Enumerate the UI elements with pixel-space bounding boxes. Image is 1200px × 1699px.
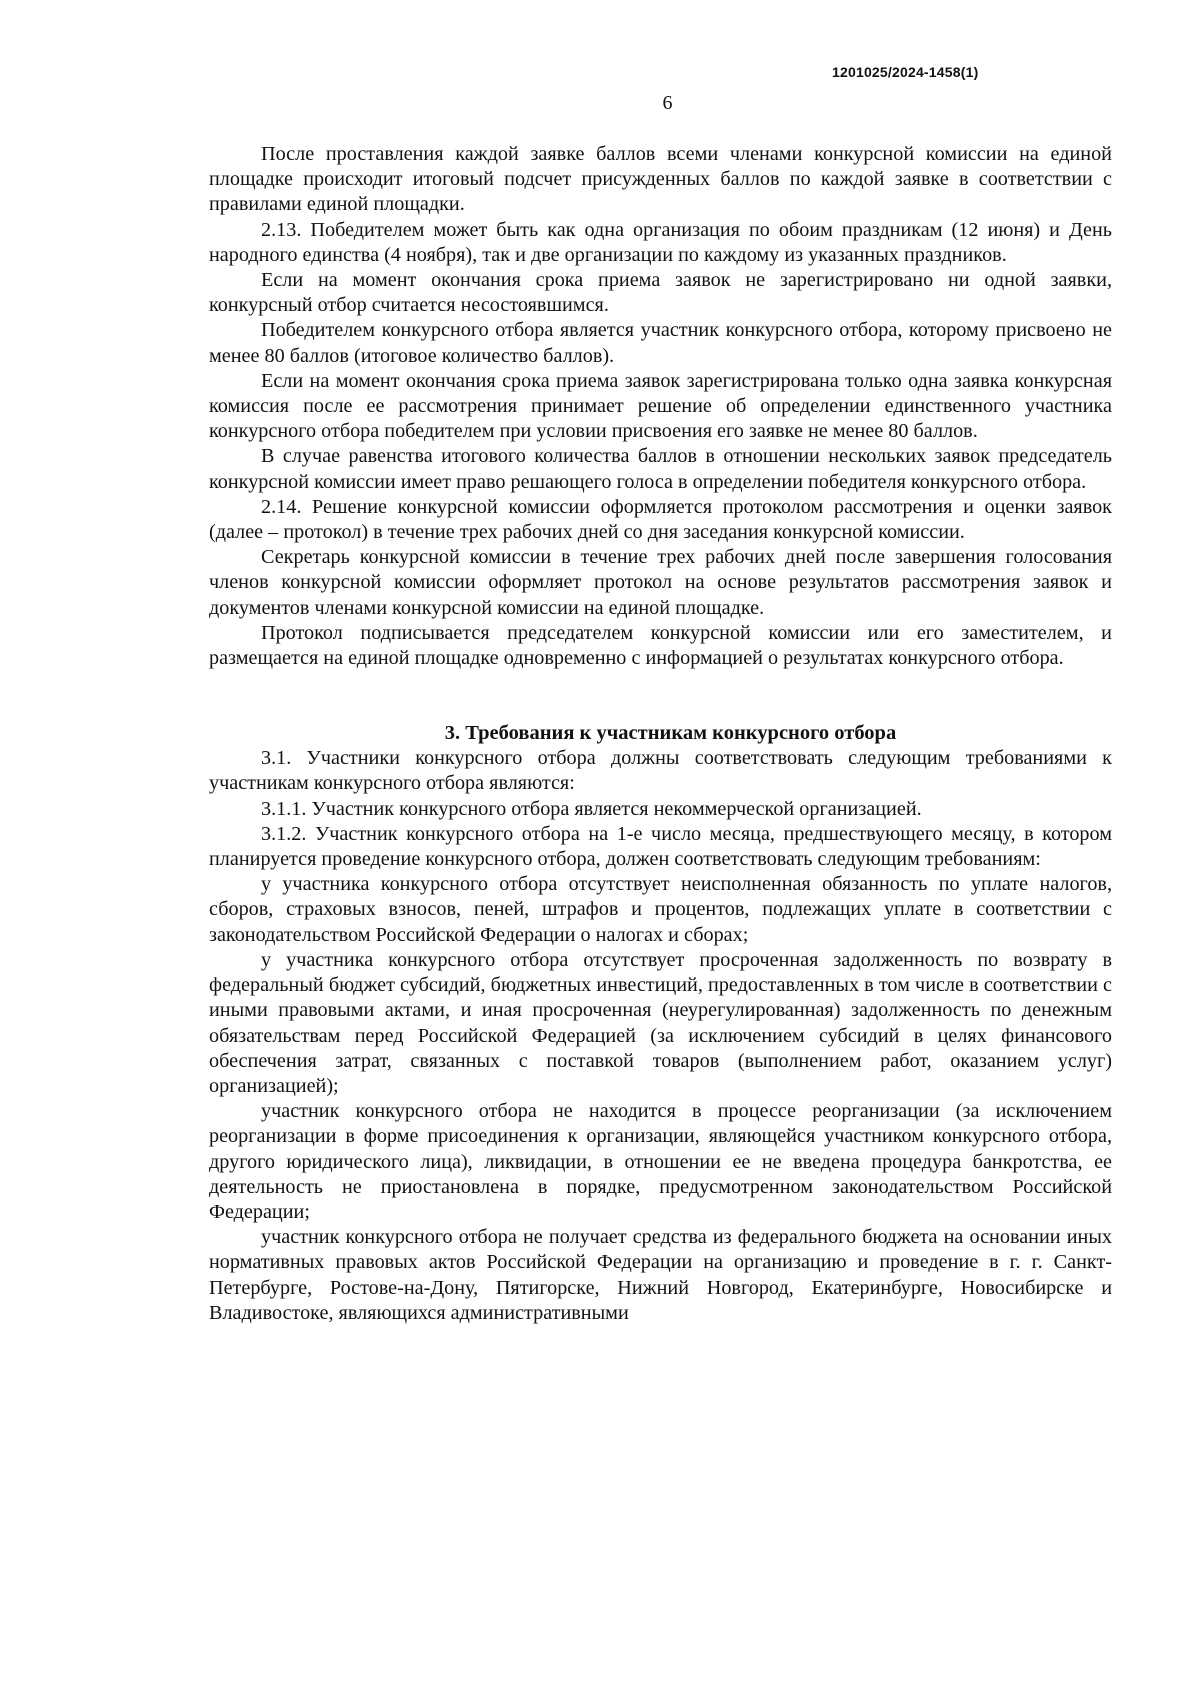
paragraph: После проставления каждой заявке баллов всеми членами конкурсной комиссии на единой площадке происходит итоговый подсчет присужденных баллов по каждой заявке в соответствии с правилами единой площадки. [209, 143, 1112, 216]
paragraph: участник конкурсного отбора не находится в процессе реорганизации (за исключением реорганизации в форме присоединения к организации, являющейся участником конкурсного отбора, другого юридического лица), ликвидации, в отношении ее не введена процедура банкротства, ее деятельность не приостановлена в порядке, предусмотренном законодательством Российской Федерации; [209, 1100, 1112, 1223]
document-id: 1201025/2024-1458(1) [832, 64, 979, 80]
page-number: 6 [662, 92, 673, 114]
document-body [209, 142, 1112, 1326]
paragraph: Секретарь конкурсной комиссии в течение трех рабочих дней после завершения голосования членов конкурсной комиссии оформляет протокол на основе результатов рассмотрения заявок и документов членами конкурсной комиссии на единой площадке. [209, 546, 1112, 619]
paragraph: Победителем конкурсного отбора является участник конкурсного отбора, которому присвоено не менее 80 баллов (итоговое количество баллов). [209, 319, 1112, 367]
paragraph: у участника конкурсного отбора отсутствует просроченная задолженность по возврату в федеральный бюджет субсидий, бюджетных инвестиций, предоставленных в том числе в соответствии с иными правовыми актами, и иная просроченная (неурегулированная) задолженность по денежным обязательствам перед Российской Федерацией (за исключением субсидий в целях финансового обеспечения затрат, связанных с поставкой товаров (выполнением работ, оказанием услуг) организацией); [209, 948, 1112, 1097]
paragraph: участник конкурсного отбора не получает средства из федерального бюджета на основании иных нормативных правовых актов Российской Федерации на организацию и проведение в г. г. Санкт-Петербурге, Ростове-на-Дону, Пятигорске, Нижний Новгород, Екатеринбурге, Новосибирске и Владивостоке, являющихся административными [209, 1226, 1112, 1324]
paragraph: Если на момент окончания срока приема заявок зарегистрирована только одна заявка конкурсная комиссия после ее рассмотрения принимает решение об определении единственного участника конкурсного отбора победителем при условии присвоения его заявке не менее 80 баллов. [209, 369, 1112, 443]
paragraph: 3.1.1. Участник конкурсного отбора является некоммерческой организацией. [261, 797, 922, 820]
paragraph: Если на момент окончания срока приема заявок не зарегистрировано ни одной заявки, конкурсный отбор считается несостоявшимся. [209, 269, 1112, 317]
section-heading: 3. Требования к участникам конкурсного отбора [444, 722, 897, 745]
paragraph: В случае равенства итогового количества баллов в отношении нескольких заявок председатель конкурсной комиссии имеет право решающего голоса в определении победителя конкурсного отбора. [209, 445, 1112, 493]
paragraph: 3.1.2. Участник конкурсного отбора на 1-е число месяца, предшествующего месяцу, в котором планируется проведение конкурсного отбора, должен соответствовать следующим требованиям: [209, 822, 1112, 871]
paragraph: 2.14. Решение конкурсной комиссии оформляется протоколом рассмотрения и оценки заявок (далее – протокол) в течение трех рабочих дней со дня заседания конкурсной комиссии. [209, 495, 1112, 544]
paragraph: 2.13. Победителем может быть как одна организация по обоим праздникам (12 июня) и День народного единства (4 ноября), так и две организации по каждому из указанных праздников. [209, 218, 1112, 266]
paragraph: у участника конкурсного отбора отсутствует неисполненная обязанность по уплате налогов, сборов, страховых взносов, пеней, штрафов и процентов, подлежащих уплате в соответствии с законодательством Российской Федерации о налогах и сборах; [209, 873, 1112, 946]
paragraph: 3.1. Участники конкурсного отбора должны соответствовать следующим требованиями к участникам конкурсного отбора являются: [209, 747, 1112, 795]
paragraph: Протокол подписывается председателем конкурсной комиссии или его заместителем, и размещается на единой площадке одновременно с информацией о результатах конкурсного отбора. [209, 621, 1112, 670]
